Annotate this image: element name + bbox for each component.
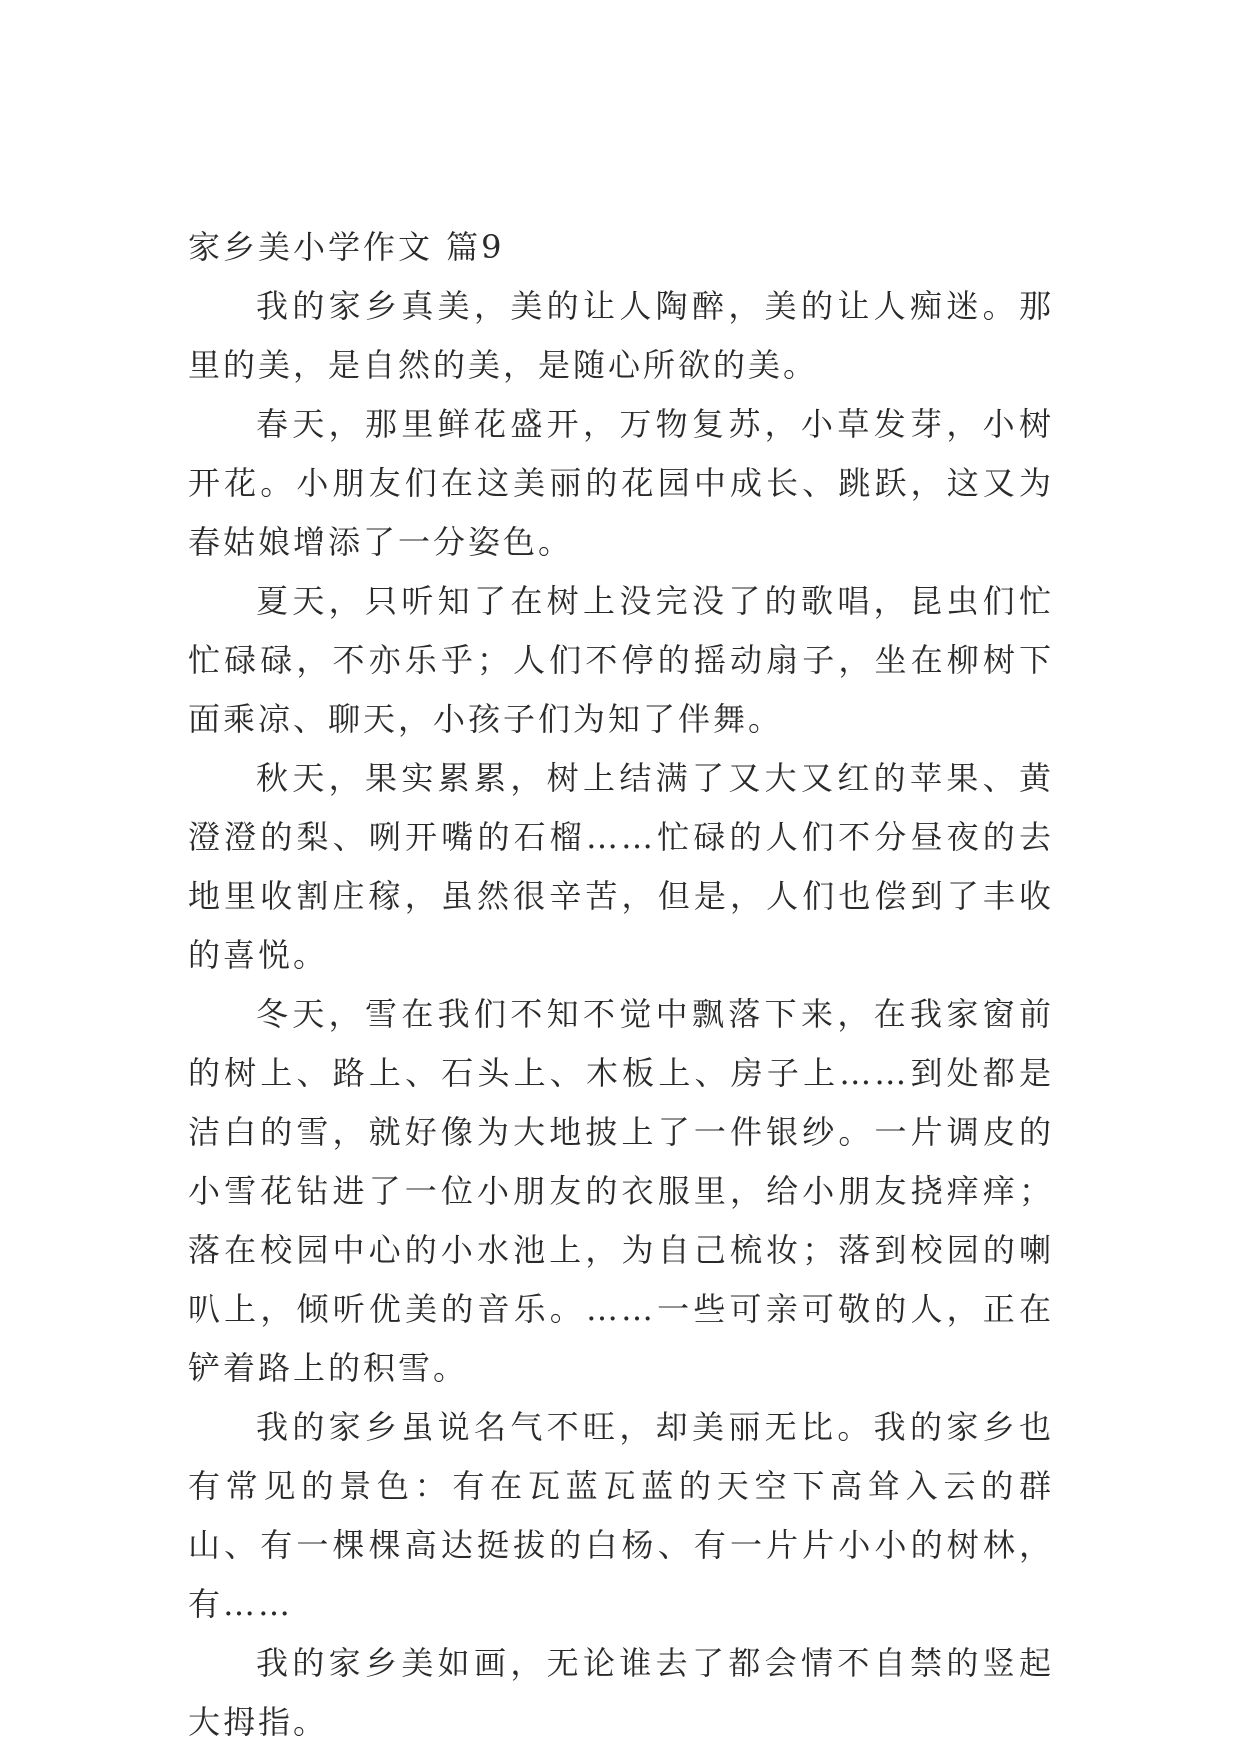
paragraph-scenery: 我的家乡虽说名气不旺，却美丽无比。我的家乡也有常见的景色：有在瓦蓝瓦蓝的天空下高耸入云的群山、有一棵棵高达挺拔的白杨、有一片片小小的树林，有…… [188, 1408, 1054, 1623]
paragraph-intro: 我的家乡真美，美的让人陶醉，美的让人痴迷。那里的美，是自然的美，是随心所欲的美。 [188, 287, 1054, 384]
paragraph-autumn: 秋天，果实累累，树上结满了又大又红的苹果、黄澄澄的梨、咧开嘴的石榴……忙碌的人们不分昼夜的去地里收割庄稼，虽然很辛苦，但是，人们也偿到了丰收的喜悦。 [188, 759, 1054, 974]
essay-title: 家乡美小学作文 篇9 [188, 228, 505, 266]
paragraph-winter: 冬天，雪在我们不知不觉中飘落下来，在我家窗前的树上、路上、石头上、木板上、房子上……到处都是洁白的雪，就好像为大地披上了一件银纱。一片调皮的小雪花钻进了一位小朋友的衣服里，给小朋友挠痒痒；落在校园中心的小水池上，为自己梳妆；落到校园的喇叭上，倾听优美的音乐。……一些可亲可敬的人，正在铲着路上的积雪。 [188, 995, 1054, 1387]
paragraph-conclusion: 我的家乡美如画，无论谁去了都会情不自禁的竖起大拇指。 [188, 1644, 1054, 1741]
document-body [188, 218, 1054, 1752]
paragraph-summer: 夏天，只听知了在树上没完没了的歌唱，昆虫们忙忙碌碌，不亦乐乎；人们不停的摇动扇子，坐在柳树下面乘凉、聊天，小孩子们为知了伴舞。 [188, 582, 1054, 738]
paragraph-spring: 春天，那里鲜花盛开，万物复苏，小草发芽，小树开花。小朋友们在这美丽的花园中成长、跳跃，这又为春姑娘增添了一分姿色。 [188, 405, 1054, 561]
